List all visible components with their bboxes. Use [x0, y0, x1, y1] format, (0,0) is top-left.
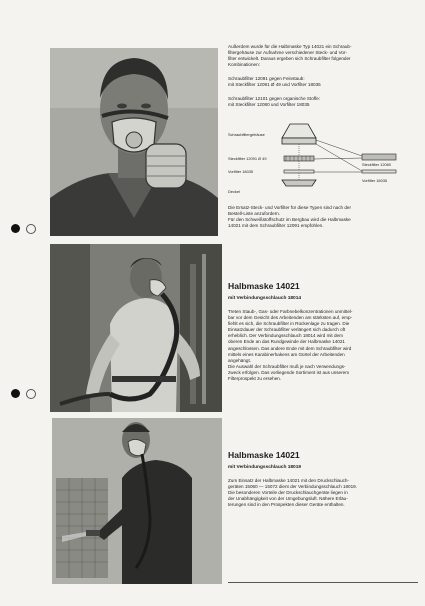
binder-hole — [11, 389, 20, 398]
binder-hole — [11, 224, 20, 233]
intro-text: Außerdem wurde für die Halbmaske Typ 14021 ein Schraub- filtergehäuse zur Aufnahme verschiedener Steck- und Vor- filter entwickelt. Daraus ergeben sich Schraubfilter folgender Kombinationen: — [228, 44, 352, 68]
label-plug-filter-right: Steckfilter 12080 — [362, 162, 391, 167]
order-note: Die Ersatz-Steck- und Vorfilter für diese Typen sind nach der Bestell-Liste anzufordern. Für den Schweißstoffschutz im Bergbau wird die Halbmaske 14021 mit dem Schraubfilter 12091 empfohlen. — [228, 205, 351, 229]
binder-hole — [26, 389, 36, 399]
label-housing: Schraubfiltergehäuse — [228, 132, 265, 137]
section1-subtitle: mit Verbindungsschlauch 18014 — [228, 296, 302, 301]
photo-half-mask-portrait — [50, 48, 218, 236]
section1-title: Halbmaske 14021 — [228, 281, 300, 291]
photo-spray-painter — [52, 418, 222, 584]
section2-subtitle: mit Verbindungsschlauch 18019 — [228, 465, 302, 470]
section2-title: Halbmaske 14021 — [228, 450, 300, 460]
combination-item-2: Schraubfilter 12101 gegen organische Stoffe: mit Steckfilter 12080 und Vorfilter 18035 — [228, 96, 321, 108]
binder-hole — [26, 224, 36, 234]
label-prefilter: Vorfilter 18035 — [228, 169, 254, 174]
section1-body: Treten Staub-, Gas- oder Farbnebelkonzentrationen unmittel- bar vor dem Gesicht des Arbeitenden am stärksten auf, emp- fiehlt es sich, die Schraubfilter in Rückenlage zu tragen. Die Einsatzdauer der Schraubfilter verlängert sich dadurch oft erheblich. Der Verbindungsschlauch 18014 wird mit dem oberen Ende an das Rundgewinde der Halbmaske 14021 angeschlossen. Das andere Ende mit dem Schraubfilter wird mittels eines Karabinerhakens am Gürtel der Arbeitenden angehängt. Die Auswahl der Schraubfilter muß je nach Verwendungs- zweck erfolgen. Das vorliegende Sortiment ist aus unserem Filterprospekt zu ersehen. — [228, 309, 353, 382]
bottom-rule — [228, 582, 418, 583]
label-prefilter-right: Vorfilter 18035 — [362, 178, 388, 183]
photo-hose-worker — [50, 244, 222, 412]
filter-exploded-diagram — [228, 116, 418, 198]
combination-item-1: Schraubfilter 12091 gegen Feinstaub: mit Steckfilter 12091 Ø 49 und Vorfilter 18035 — [228, 76, 321, 88]
section2-body: Zum Einsatz der Halbmaske 14021 mit den Druckschlauch- geräten 15060 — 15072 dient der Verbindungsschlauch 18019. Die besonderen Vorteile der Druckschlauchgeräte liegen in der Unabhängigkeit von der Umgebungsluft. Nähere Erläu- terungen sind in den Prospekten dieser Geräte enthalten. — [228, 478, 357, 508]
label-plug-filter: Steckfilter 12091 Ø 49 — [228, 156, 267, 161]
label-lid: Deckel — [228, 189, 240, 194]
